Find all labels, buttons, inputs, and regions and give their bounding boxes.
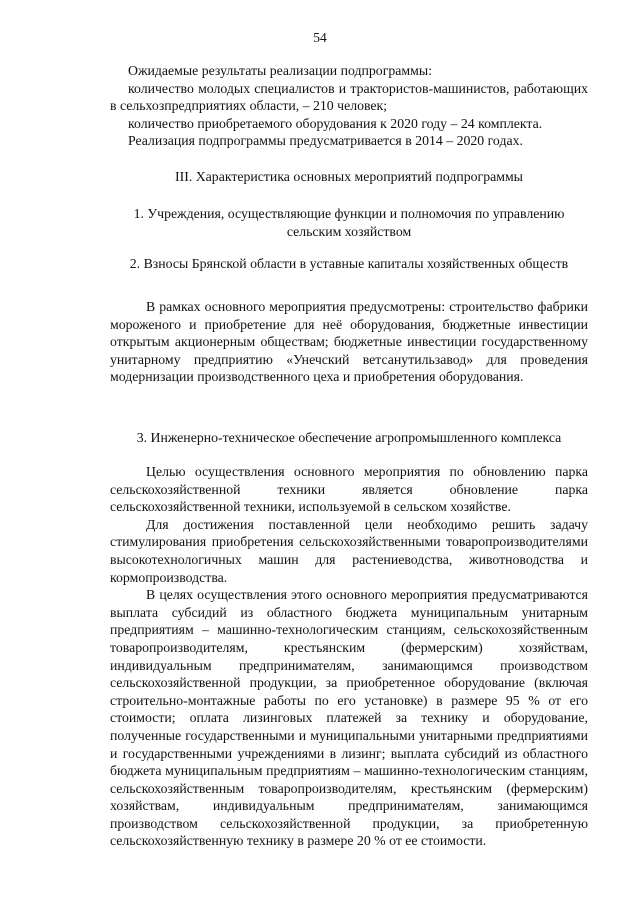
- measure-2-paragraph: В рамках основного мероприятия предусмотрены: строительство фабрики мороженого и приобретение для неё оборудования, бюджетные инвестиции открытым акционерным обществам; бюджетные инвестиции государственному унитарному предприятию «Унечский ветсанутильзавод» для проведения модернизации производственного цеха и приобретения оборудования.: [110, 299, 588, 385]
- measure-2-heading: 2. Взносы Брянской области в уставные капиталы хозяйственных обществ: [129, 256, 569, 271]
- expected-results-item-specialists: количество молодых специалистов и трактористов-машинистов, работающих в сельхозпредприятиях области, – 210 человек;: [110, 80, 588, 114]
- measure-3-paragraph-task: Для достижения поставленной цели необходимо решить задачу стимулирования приобретения сельскохозяйственными товаропроизводителями высокотехнологичных машин для растениеводства, животноводства и кормопроизводства.: [110, 516, 588, 585]
- measure-2-text-block: [110, 298, 588, 386]
- expected-results-period: Реализация подпрограммы предусматривается в 2014 – 2020 годах.: [128, 133, 523, 149]
- measure-3-text-block: [110, 463, 588, 850]
- measure-1-heading: 1. Учреждения, осуществляющие функции и полномочия по управлению сельским хозяйством: [133, 206, 565, 239]
- expected-results-block: [110, 62, 588, 150]
- measure-3-paragraph-subsidies: В целях осуществления этого основного мероприятия предусматриваются выплата субсидий из областного бюджета муниципальным унитарным предприятиям – машинно-технологическим станциям, сельскохозяйственным товаропроизводителям, крестьянским (фермерским) хозяйствам, индивидуальным предпринимателям, занимающимся производством сельскохозяйственной продукции, за приобретенное оборудование (включая строительно-монтажные работы по его установке) в размере 95 % от его стоимости; оплата лизинговых платежей за технику и оборудование, полученные государственными и муниципальными унитарными предприятиями и государственными учреждениями в лизинг; выплата субсидий из областного бюджета муниципальным предприятиям – машинно-технологическим станциям, сельскохозяйственным товаропроизводителям, крестьянским (фермерским) хозяйствам, индивидуальным предпринимателям, занимающимся производством сельскохозяйственной продукции, за приобретенную сельскохозяйственную технику в размере 20 % от ее стоимости.: [110, 587, 588, 849]
- section-heading: III. Характеристика основных мероприятий подпрограммы: [175, 169, 523, 184]
- page-number: 54: [313, 30, 327, 45]
- measure-3-heading: 3. Инженерно-техническое обеспечение агропромышленного комплекса: [136, 430, 562, 445]
- measure-3-paragraph-goal: Целью осуществления основного мероприятия по обновлению парка сельскохозяйственной техники является обновление парка сельскохозяйственной техники, используемой в сельском хозяйстве.: [110, 464, 588, 515]
- expected-results-intro: Ожидаемые результаты реализации подпрограммы:: [128, 63, 432, 78]
- expected-results-item-equipment: количество приобретаемого оборудования к 2020 году – 24 комплекта.: [128, 115, 543, 131]
